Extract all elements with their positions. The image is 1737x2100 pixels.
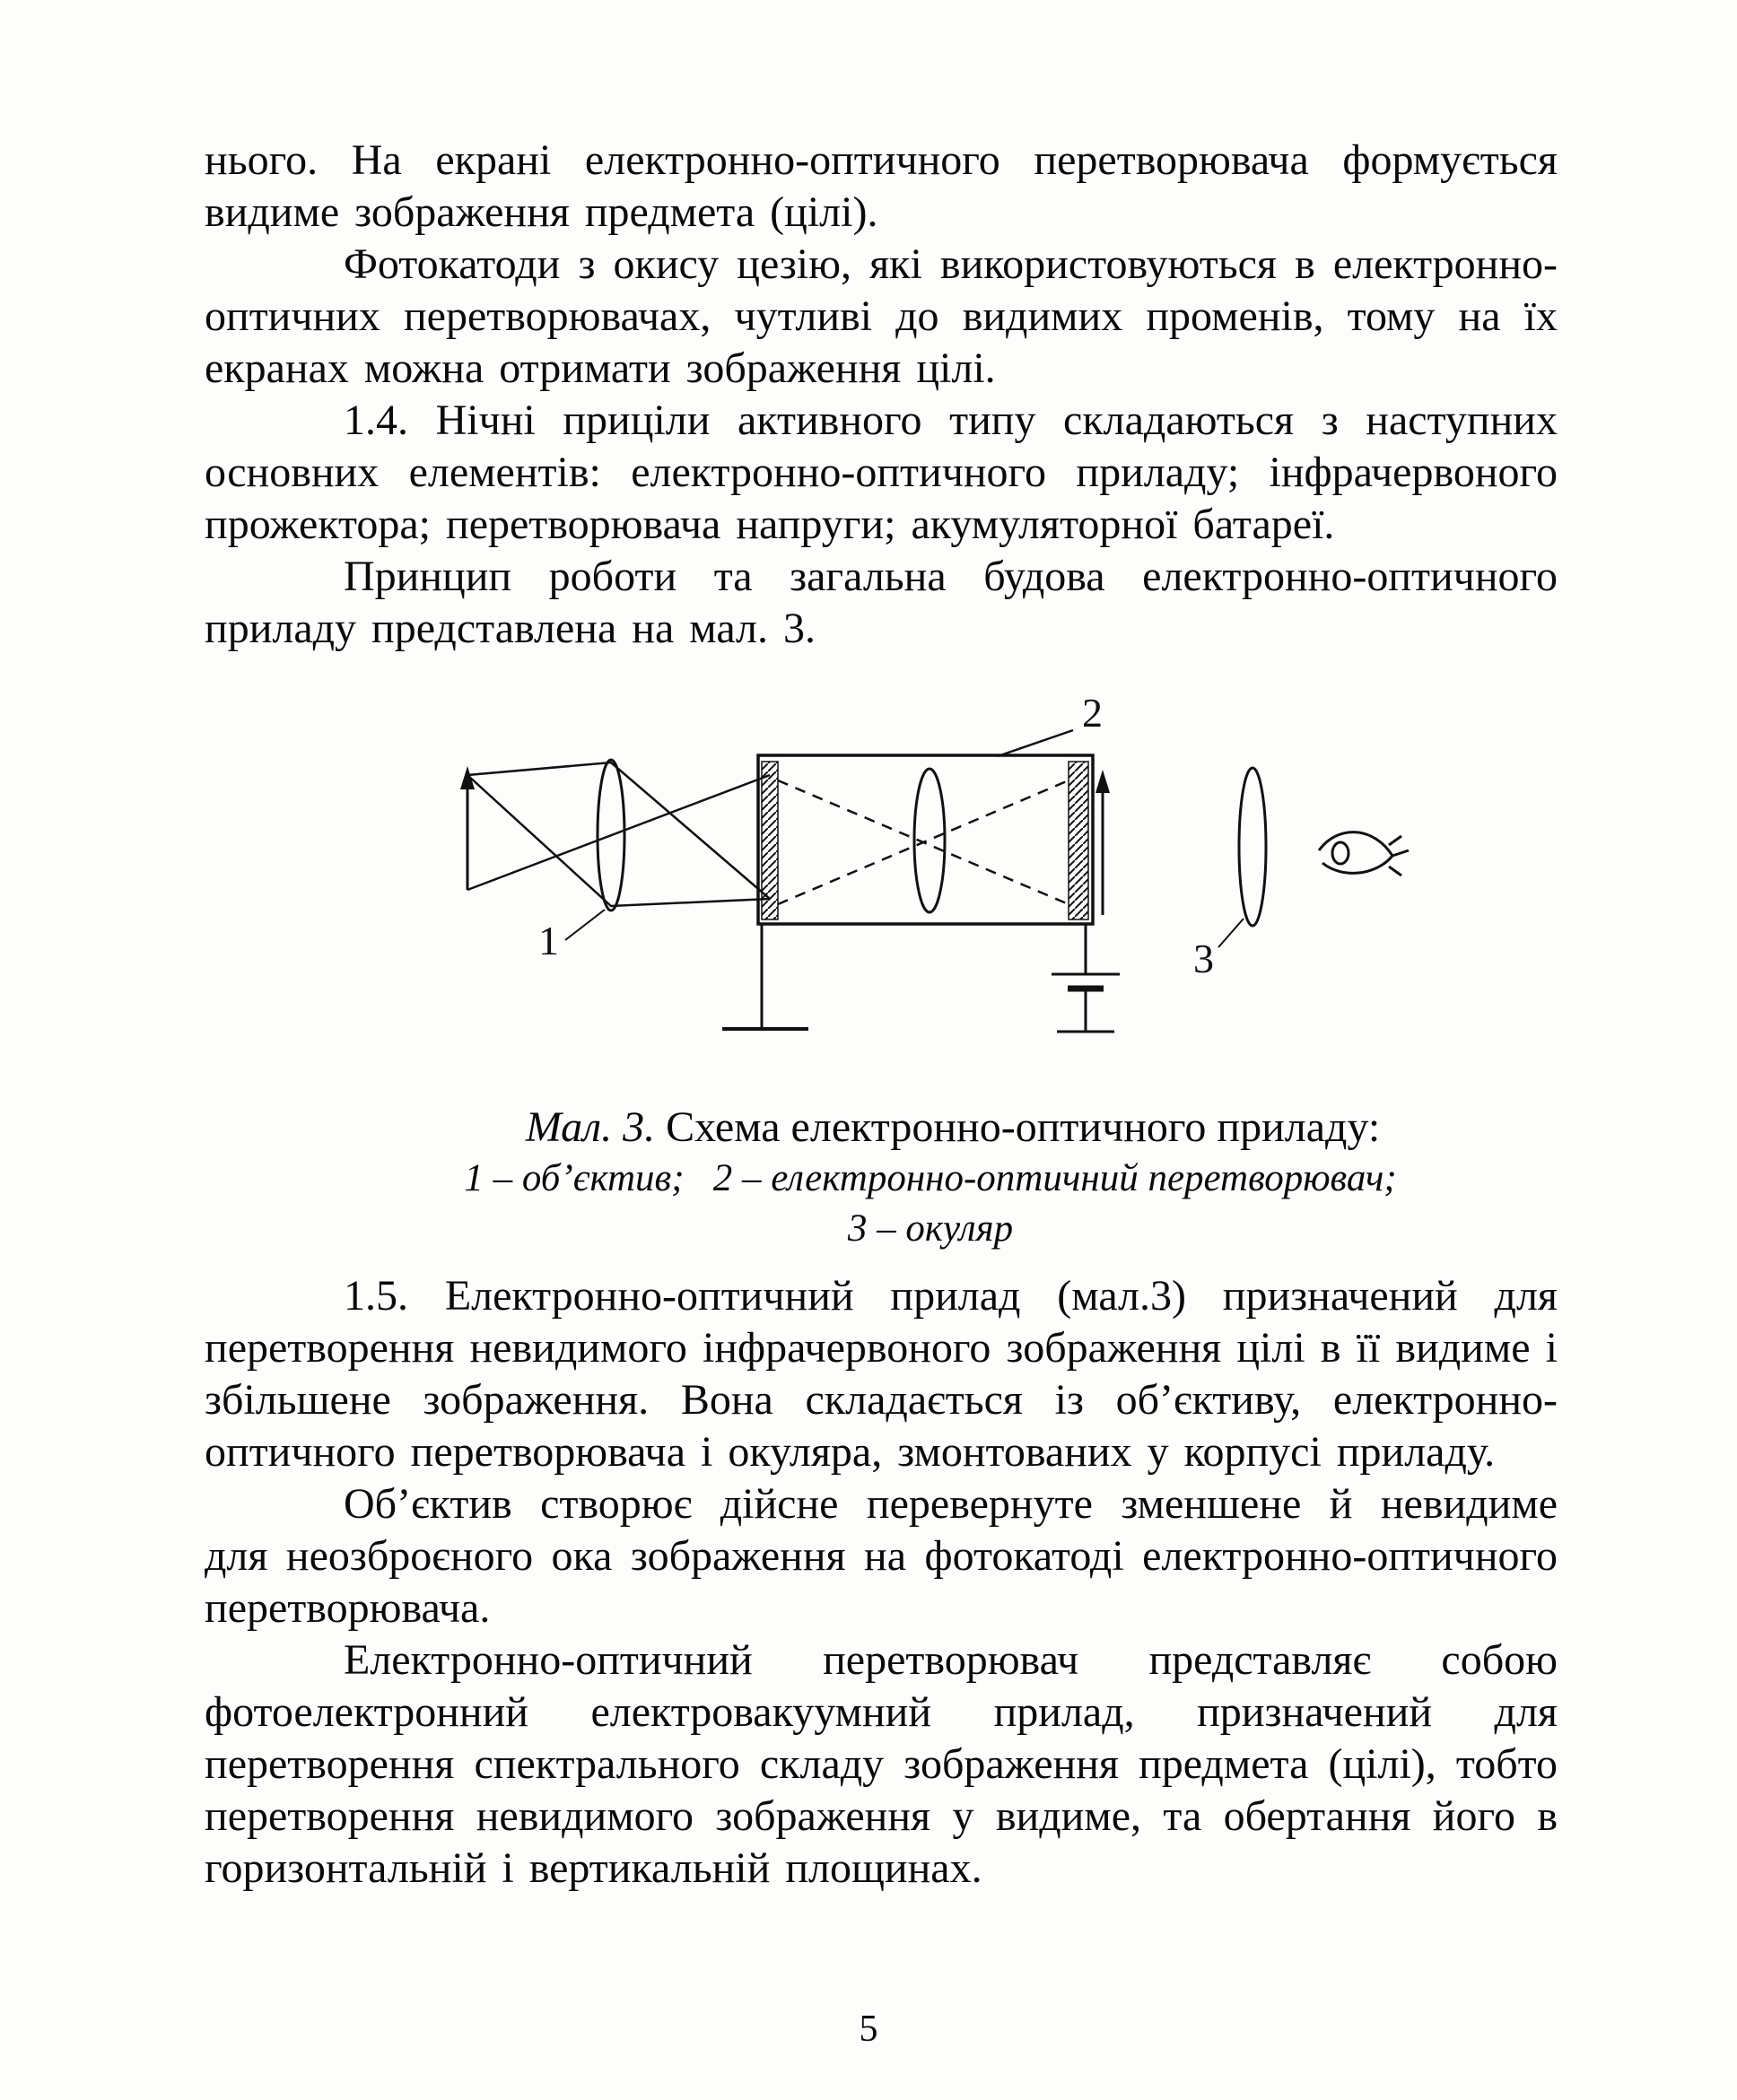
figure-legend-line-1: 1 – об’єктив; 2 – електронно-оптичний перетворювач; [464, 1157, 1397, 1199]
object-arrow [460, 766, 475, 890]
light-rays [467, 762, 770, 906]
paragraph-converter: Електронно-оптичний перетворювач представляє собою фотоелектронний електровакуумний прилад, призначений для перетворення спектрального складу зображення предмета (цілі), тобто перетворення невидимого зображення у видиме, та обертання його в горизонтальній і вертикальній площинах. [205, 1636, 1558, 1892]
figure-label-3: 3 [1193, 936, 1214, 981]
figure-caption [276, 1102, 1629, 1154]
eye-icon [1319, 832, 1409, 876]
figure-caption-number: Мал. 3. [525, 1103, 656, 1151]
screen-hatch [1069, 762, 1088, 919]
internal-rays [778, 780, 1069, 904]
figure-label-2: 2 [1082, 690, 1103, 736]
label-leader-1 [565, 910, 605, 940]
figure-legend-line-2: 3 – окуляр [847, 1207, 1014, 1250]
paragraph-principle: Принцип роботи та загальна будова електронно-оптичного приладу представлена на мал. 3. [205, 553, 1558, 652]
photocathode-hatch [762, 762, 778, 919]
paragraph-objective: Об’єктив створює дійсне перевернуте зменшене й невидиме для неозброєного ока зображення на фотокатоді електронно-оптичного перетворювача. [205, 1480, 1558, 1632]
power-source [1052, 924, 1120, 1032]
support-stand [722, 924, 808, 1029]
paragraph-1-4: 1.4. Нічні приціли активного типу складаються з наступних основних елементів: електронно-оптичного приладу; інфрачервоного прожектора; перетворювача напруги; акумуляторної батареї. [205, 396, 1558, 548]
paragraph-photocathodes: Фотокатоди з окису цезію, які використовуються в електронно-оптичних перетворювачах, чутливі до видимих променів, тому на їх екранах можна отримати зображення цілі. [205, 240, 1558, 392]
paragraph-continuation: нього. На екрані електронно-оптичного перетворювача формується видиме зображення предмета (цілі). [205, 136, 1558, 236]
figure-label-1: 1 [538, 918, 559, 963]
page-number: 5 [859, 2009, 878, 2050]
label-leader-2 [998, 730, 1073, 756]
figure-caption-block [205, 1102, 1558, 1254]
eyepiece-lens [1239, 768, 1266, 926]
label-leader-3 [1218, 919, 1244, 947]
figure-caption-text: Схема електронно-оптичного приладу: [655, 1103, 1381, 1151]
paragraph-1-5: 1.5. Електронно-оптичний прилад (мал.3) призначений для перетворення невидимого інфрачервоного зображення цілі в її видиме і збільшене зображення. Вона складається із об’єктиву, електронно-оптичного перетворювача і окуляра, змонтованих у корпусі приладу. [205, 1272, 1558, 1476]
screen-image-arrow [1095, 770, 1110, 915]
optical-device-diagram [429, 675, 1416, 1078]
converter-tube [758, 755, 1093, 924]
figure-optical-scheme [205, 675, 1558, 1254]
